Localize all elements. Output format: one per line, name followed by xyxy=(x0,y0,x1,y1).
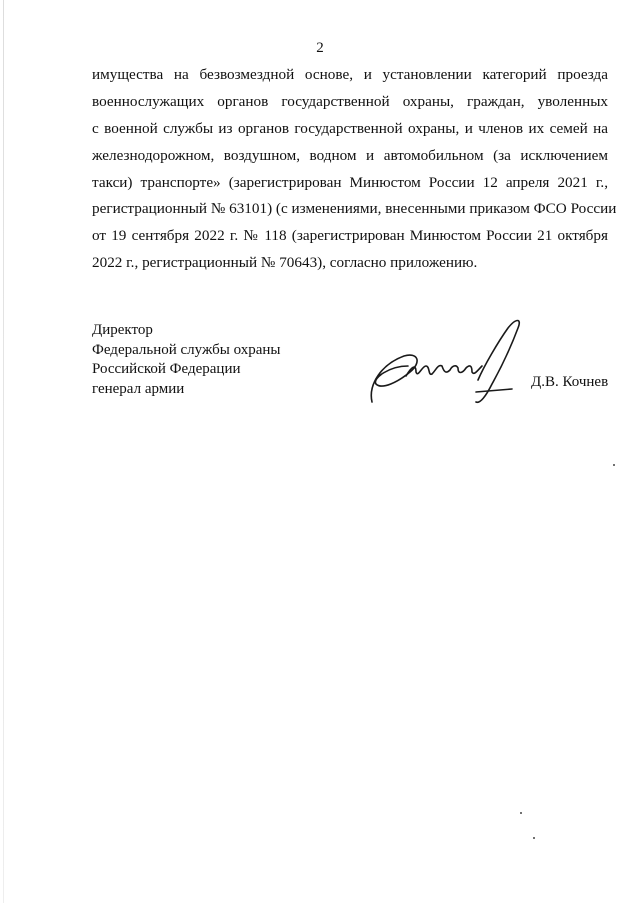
paragraph-line: такси) транспорте» (зарегистрирован Минюстом России 12 апреля 2021 г., xyxy=(92,173,608,191)
page-number: 2 xyxy=(316,40,324,56)
body-paragraph xyxy=(92,62,617,277)
paragraph-line: от 19 сентября 2022 г. № 118 (зарегистрирован Минюстом России 21 октября xyxy=(92,227,608,245)
position-line: Федеральной службы охраны xyxy=(92,341,281,358)
paragraph-line: регистрационный № 63101) (с изменениями, внесенными приказом ФСО России xyxy=(92,200,617,218)
handwritten-signature xyxy=(360,314,560,414)
scan-speck xyxy=(520,812,522,814)
paragraph-line: железнодорожном, воздушном, водном и автомобильном (за исключением xyxy=(92,146,608,164)
position-line: Российской Федерации xyxy=(92,361,241,378)
signatory-position xyxy=(92,321,280,399)
scan-edge xyxy=(3,0,4,903)
paragraph-line: военнослужащих органов государственной охраны, граждан, уволенных xyxy=(92,92,608,110)
position-line: генерал армии xyxy=(92,380,185,397)
scan-speck xyxy=(613,464,615,466)
paragraph-line: имущества на безвозмездной основе, и установлении категорий проезда xyxy=(92,66,608,83)
signer-name: Д.В. Кочнев xyxy=(531,374,609,390)
paragraph-line: 2022 г., регистрационный № 70643), согласно приложению. xyxy=(92,254,478,272)
paragraph-line: с военной службы из органов государственной охраны, и членов их семей на xyxy=(92,119,608,137)
position-line: Директор xyxy=(92,322,153,338)
scan-speck xyxy=(533,837,535,839)
